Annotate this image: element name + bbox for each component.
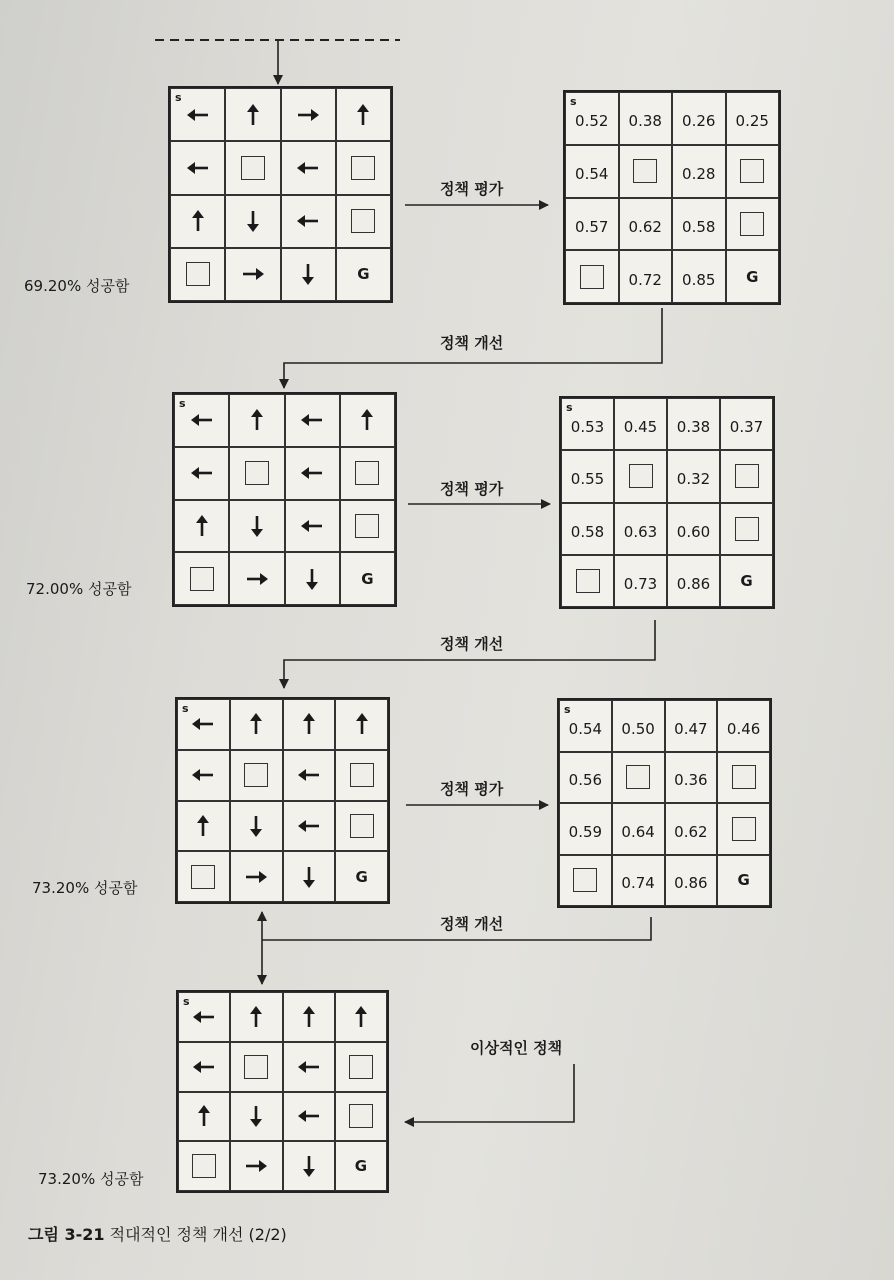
arrow-left-icon [294,811,324,841]
hole-square [191,865,215,889]
value-cell [672,92,726,145]
state-value: 0.37 [729,418,764,437]
policy-cell [178,1042,230,1092]
start-marker: s [175,91,182,104]
arrow-right-icon [241,862,271,892]
value-cell [612,752,665,804]
value-cell [614,450,667,502]
policy-cell [283,750,336,801]
state-value: 0.58 [570,522,605,541]
policy-cell [229,394,284,447]
value-cell [614,398,667,450]
policy-cell [230,1141,282,1191]
policy-grid-3 [175,697,390,904]
hole-square [350,763,374,787]
value-cell [612,803,665,855]
improve-label-3: 정책 개선 [440,915,504,933]
policy-cell [170,88,225,141]
policy-cell [170,141,225,194]
value-cell [667,503,720,555]
improve-label-1: 정책 개선 [440,334,504,352]
arrow-up-icon [241,709,271,739]
policy-cell [335,851,388,902]
hole-square [633,159,657,183]
value-cell [561,555,614,607]
policy-cell [335,801,388,852]
value-cell [612,700,665,752]
state-value: 0.59 [568,822,603,841]
hole-square [244,763,268,787]
policy-cell [178,992,230,1042]
state-value: 0.73 [623,574,658,593]
state-value: 0.26 [682,112,716,131]
hole-square [580,265,604,289]
value-cell [619,250,673,303]
arrow-left-icon [294,1101,324,1131]
goal-marker: G [746,267,759,286]
value-cell [665,700,718,752]
hole-square [732,765,756,789]
value-grid-3 [557,698,772,908]
policy-cell [335,1092,387,1142]
policy-cell [230,1042,282,1092]
policy-cell [174,447,229,500]
policy-cell [336,195,391,248]
hole-square [350,814,374,838]
start-marker: s [564,703,571,716]
arrow-down-icon [294,1151,324,1181]
policy-cell [335,750,388,801]
policy-cell [336,88,391,141]
state-value: 0.60 [676,522,711,541]
policy-cell [285,394,340,447]
policy-cell [230,851,283,902]
value-cell [559,752,612,804]
goal-marker: G [355,867,368,886]
arrow-up-icon [352,405,382,435]
arrow-left-icon [293,153,323,183]
value-grid-1 [563,90,781,305]
state-value: 0.57 [575,217,609,236]
evaluate-label-3: 정책 평가 [440,780,504,798]
policy-cell [230,801,283,852]
policy-cell [340,394,395,447]
arrow-right-icon [238,259,268,289]
state-value: 0.38 [676,418,711,437]
policy-cell [336,248,391,301]
policy-cell [281,248,336,301]
hole-square [192,1154,216,1178]
hole-square [349,1104,373,1128]
arrow-left-icon [187,405,217,435]
state-value: 0.86 [674,874,708,893]
state-value: 0.62 [628,217,662,236]
policy-cell [283,992,335,1042]
value-cell [717,752,770,804]
value-cell [667,555,720,607]
policy-cell [225,195,280,248]
arrow-down-icon [294,862,324,892]
value-cell [559,855,612,907]
policy-caption-2: 72.00% 성공함 [26,580,132,598]
arrow-down-icon [242,511,272,541]
arrow-up-icon [241,1002,271,1032]
value-cell [565,198,619,251]
state-value: 0.54 [568,719,603,738]
state-value: 0.52 [575,112,609,131]
value-cell [720,503,773,555]
policy-cell [336,141,391,194]
policy-cell [281,195,336,248]
policy-cell [177,801,230,852]
hole-square [735,517,759,541]
start-marker: s [182,702,189,715]
policy-cell [283,1042,335,1092]
hole-square [245,461,269,485]
policy-cell [335,992,387,1042]
policy-cell [177,750,230,801]
policy-cell [281,88,336,141]
policy-cell [230,1092,282,1142]
figure-caption [28,1222,287,1245]
arrow-down-icon [297,564,327,594]
state-value: 0.28 [682,165,716,184]
arrow-right-icon [241,1151,271,1181]
hole-square [355,461,379,485]
arrow-left-icon [297,511,327,541]
value-cell [720,398,773,450]
value-cell [559,700,612,752]
start-marker: s [179,397,186,410]
value-cell [619,145,673,198]
hole-square [573,868,597,892]
hole-square [351,156,375,180]
arrow-left-icon [188,709,218,739]
state-value: 0.86 [676,574,711,593]
state-value: 0.85 [682,270,716,289]
value-cell [726,92,780,145]
value-cell [672,250,726,303]
value-cell [720,555,773,607]
hole-square [740,159,764,183]
policy-cell [230,750,283,801]
value-cell [726,145,780,198]
hole-square [576,569,600,593]
arrow-down-icon [238,206,268,236]
policy-cell [285,552,340,605]
arrow-down-icon [241,1101,271,1131]
hole-square [735,464,759,488]
policy-cell [229,500,284,553]
arrow-up-icon [238,100,268,130]
arrow-left-icon [293,206,323,236]
hole-square [241,156,265,180]
policy-cell [283,699,336,750]
value-cell [672,198,726,251]
policy-cell [174,394,229,447]
arrow-up-icon [189,1101,219,1131]
arrow-up-icon [183,206,213,236]
hole-square [244,1055,268,1079]
arrow-right-icon [293,100,323,130]
state-value: 0.46 [726,719,761,738]
policy-cell [285,500,340,553]
policy-cell [170,248,225,301]
arrow-left-icon [183,153,213,183]
value-cell [614,555,667,607]
state-value: 0.72 [628,270,662,289]
policy-cell [170,195,225,248]
figure-title: 적대적인 정책 개선 (2/2) [109,1225,287,1244]
state-value: 0.45 [623,418,658,437]
policy-cell [340,500,395,553]
state-value: 0.64 [621,822,655,841]
policy-cell [174,552,229,605]
policy-grid-1 [168,86,393,303]
start-marker: s [183,995,190,1008]
value-cell [726,198,780,251]
arrow-left-icon [189,1052,219,1082]
goal-marker: G [357,265,370,284]
policy-caption-3: 73.20% 성공함 [32,879,138,897]
arrow-up-icon [346,1002,376,1032]
arrow-left-icon [294,760,324,790]
value-cell [565,92,619,145]
policy-cell [283,801,336,852]
policy-cell [283,1092,335,1142]
start-marker: s [566,401,573,414]
state-value: 0.55 [570,470,605,489]
value-cell [561,398,614,450]
policy-cell [340,447,395,500]
goal-marker: G [361,569,374,588]
state-value: 0.50 [621,719,655,738]
arrow-left-icon [183,100,213,130]
state-value: 0.56 [568,771,603,790]
state-value: 0.47 [674,719,708,738]
policy-cell [283,851,336,902]
value-cell [619,92,673,145]
arrow-up-icon [242,405,272,435]
arrow-down-icon [293,259,323,289]
hole-square [186,262,210,286]
state-value: 0.63 [623,522,658,541]
value-cell [561,503,614,555]
arrow-left-icon [188,760,218,790]
value-cell [612,855,665,907]
state-value: 0.53 [570,418,605,437]
hole-square [190,567,214,591]
value-cell [561,450,614,502]
value-cell [565,145,619,198]
policy-cell [174,500,229,553]
arrow-left-icon [297,405,327,435]
state-value: 0.38 [628,112,662,131]
arrow-up-icon [294,709,324,739]
policy-cell [335,1042,387,1092]
evaluate-label-1: 정책 평가 [440,180,504,198]
policy-cell [230,699,283,750]
policy-cell [225,248,280,301]
value-cell [614,503,667,555]
policy-cell [225,141,280,194]
arrow-left-icon [187,458,217,488]
value-cell [726,250,780,303]
arrow-up-icon [348,100,378,130]
figure-number: 그림 3-21 [28,1225,105,1244]
goal-marker: G [354,1157,368,1176]
arrow-up-icon [347,709,377,739]
value-cell [665,752,718,804]
hole-square [349,1055,373,1079]
policy-cell [177,851,230,902]
value-cell [717,855,770,907]
value-cell [717,803,770,855]
policy-cell [229,552,284,605]
policy-cell [178,1092,230,1142]
optimal-label: 이상적인 정책 [470,1039,563,1057]
value-cell [667,398,720,450]
policy-grid-2 [172,392,397,607]
value-cell [565,250,619,303]
goal-marker: G [737,871,750,890]
hole-square [351,209,375,233]
value-cell [559,803,612,855]
policy-cell [340,552,395,605]
arrow-up-icon [188,811,218,841]
value-grid-2 [559,396,775,609]
policy-cell [281,141,336,194]
arrow-up-icon [294,1002,324,1032]
hole-square [740,212,764,236]
hole-square [629,464,653,488]
state-value: 0.62 [674,822,708,841]
value-cell [665,855,718,907]
arrow-down-icon [241,811,271,841]
policy-cell [229,447,284,500]
state-value: 0.58 [682,217,716,236]
arrow-left-icon [294,1052,324,1082]
policy-cell [225,88,280,141]
policy-cell [283,1141,335,1191]
arrow-left-icon [297,458,327,488]
value-cell [665,803,718,855]
policy-cell [177,699,230,750]
arrow-right-icon [242,564,272,594]
value-cell [720,450,773,502]
policy-cell [178,1141,230,1191]
hole-square [355,514,379,538]
state-value: 0.54 [575,165,609,184]
goal-marker: G [740,571,753,590]
policy-cell [285,447,340,500]
evaluate-label-2: 정책 평가 [440,480,504,498]
policy-caption-1: 69.20% 성공함 [24,277,130,295]
state-value: 0.74 [621,874,655,893]
improve-label-2: 정책 개선 [440,635,504,653]
start-marker: s [570,95,577,108]
hole-square [626,765,650,789]
policy-grid-4 [176,990,389,1193]
state-value: 0.32 [676,470,711,489]
state-value: 0.36 [674,771,708,790]
value-cell [672,145,726,198]
arrow-left-icon [189,1002,219,1032]
policy-cell [230,992,282,1042]
state-value: 0.25 [735,112,769,131]
policy-cell [335,1141,387,1191]
value-cell [619,198,673,251]
value-cell [667,450,720,502]
hole-square [732,817,756,841]
arrow-up-icon [187,511,217,541]
value-cell [717,700,770,752]
policy-caption-4: 73.20% 성공함 [38,1170,144,1188]
policy-cell [335,699,388,750]
